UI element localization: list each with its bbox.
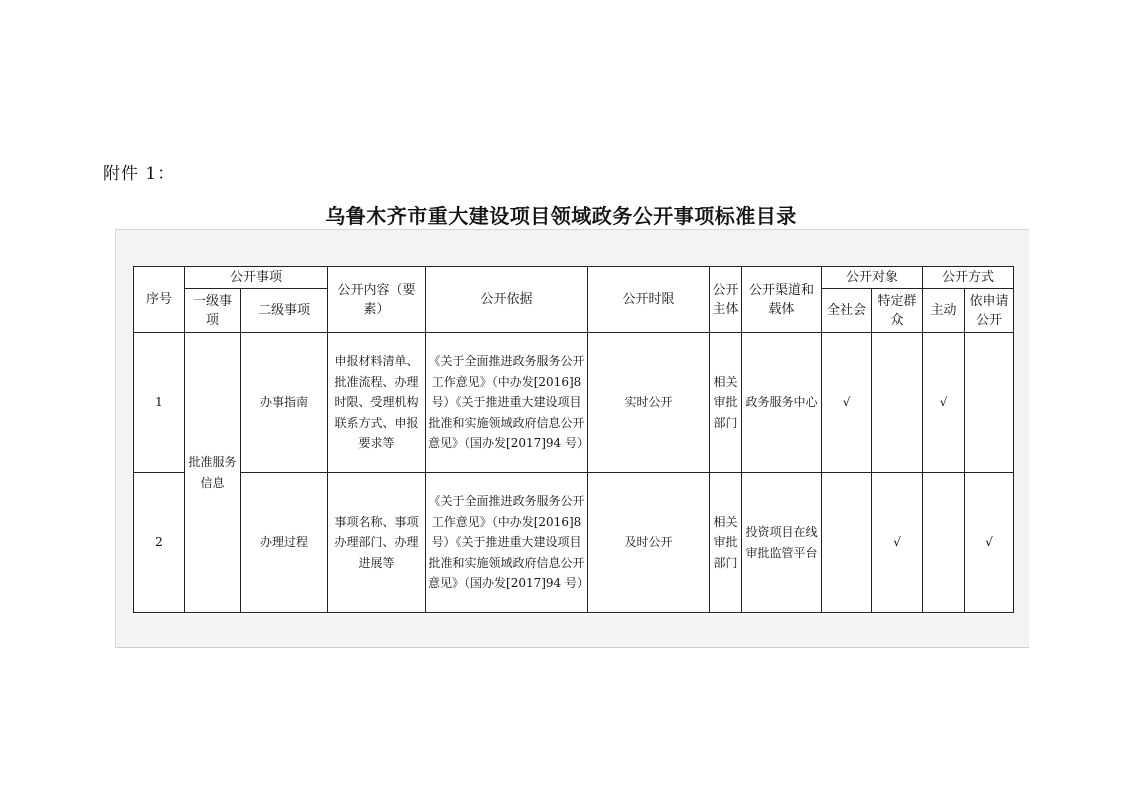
header-time: 公开时限: [588, 267, 710, 333]
cell-specific-groups: √: [872, 473, 923, 613]
cell-seq: 1: [134, 333, 185, 473]
header-content: 公开内容（要素）: [328, 267, 426, 333]
cell-basis: 《关于全面推进政务服务公开工作意见》（中办发[2016]8 号）《关于推进重大建设项目批准和实施领域政府信息公开意见》（国办发[2017]94 号）: [426, 473, 588, 613]
cell-content: 申报材料清单、批准流程、办理时限、受理机构联系方式、申报要求等: [328, 333, 426, 473]
header-level1: 一级事项: [185, 289, 241, 333]
header-active: 主动: [923, 289, 965, 333]
header-on-request: 依申请公开: [965, 289, 1014, 333]
header-method-group: 公开方式: [923, 267, 1014, 289]
attachment-label: 附件 1：: [103, 164, 176, 184]
header-channel: 公开渠道和载体: [742, 267, 822, 333]
cell-subject: 相关审批部门: [710, 473, 742, 613]
cell-specific-groups: [872, 333, 923, 473]
cell-on-request: [965, 333, 1014, 473]
cell-channel: 投资项目在线审批监管平台: [742, 473, 822, 613]
header-row-top: [134, 267, 1014, 289]
cell-all-society: [822, 473, 872, 613]
cell-level2: 办理过程: [241, 473, 328, 613]
document-title: 乌鲁木齐市重大建设项目领域政务公开事项标准目录: [325, 204, 797, 228]
cell-channel: 政务服务中心: [742, 333, 822, 473]
table-row: [134, 333, 1014, 473]
header-audience-group: 公开对象: [822, 267, 923, 289]
header-all-society: 全社会: [822, 289, 872, 333]
header-items-group: 公开事项: [185, 267, 328, 289]
header-seq: 序号: [134, 267, 185, 333]
cell-all-society: √: [822, 333, 872, 473]
cell-content: 事项名称、事项办理部门、办理进展等: [328, 473, 426, 613]
cell-level1: 批准服务信息: [185, 333, 241, 613]
cell-on-request: √: [965, 473, 1014, 613]
catalog-table: [133, 266, 1014, 613]
header-basis: 公开依据: [426, 267, 588, 333]
header-specific-groups: 特定群众: [872, 289, 923, 333]
table-row: [134, 473, 1014, 613]
header-subject: 公开主体: [710, 267, 742, 333]
cell-level2: 办事指南: [241, 333, 328, 473]
cell-active: √: [923, 333, 965, 473]
header-level2: 二级事项: [241, 289, 328, 333]
cell-seq: 2: [134, 473, 185, 613]
cell-subject: 相关审批部门: [710, 333, 742, 473]
cell-time: 实时公开: [588, 333, 710, 473]
cell-time: 及时公开: [588, 473, 710, 613]
cell-active: [923, 473, 965, 613]
cell-basis: 《关于全面推进政务服务公开工作意见》（中办发[2016]8 号）《关于推进重大建设项目批准和实施领域政府信息公开意见》（国办发[2017]94 号）: [426, 333, 588, 473]
